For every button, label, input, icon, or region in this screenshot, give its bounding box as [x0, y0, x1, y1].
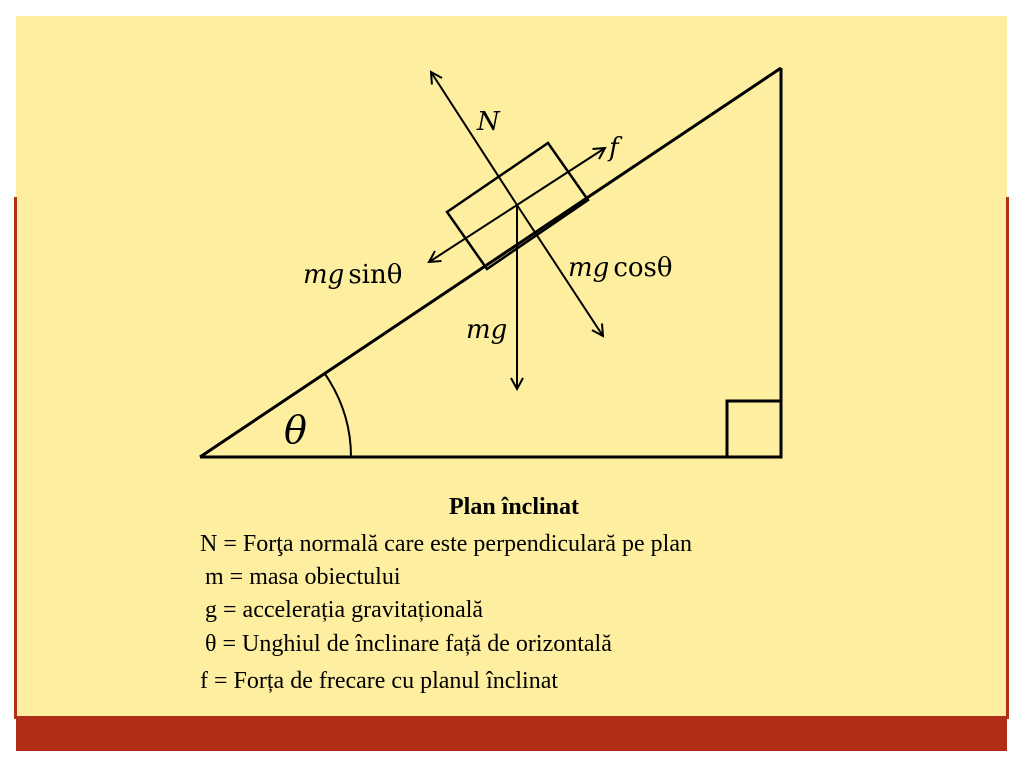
- caption-title: Plan înclinat: [448, 494, 580, 520]
- normal-force-label: N: [477, 107, 500, 137]
- caption-line-friction: f = Forța de frecare cu planul înclinat: [200, 668, 559, 694]
- caption-line-angle: θ = Unghiul de înclinare față de orizontală: [205, 631, 612, 657]
- caption-line-gravity: g = accelerația gravitațională: [205, 597, 484, 623]
- friction-force-label: f: [609, 133, 619, 163]
- bottom-accent-bar: [16, 716, 1007, 751]
- caption-line-normal: N = Forţa normală care este perpendiculară pe plan: [200, 531, 692, 557]
- angle-theta-label: θ: [284, 408, 307, 452]
- weight-label: mg: [466, 315, 508, 345]
- caption-line-mass: m = masa obiectului: [205, 564, 401, 590]
- parallel-component-label: mg sinθ: [303, 260, 403, 290]
- perpendicular-component-label: mg cosθ: [568, 253, 673, 283]
